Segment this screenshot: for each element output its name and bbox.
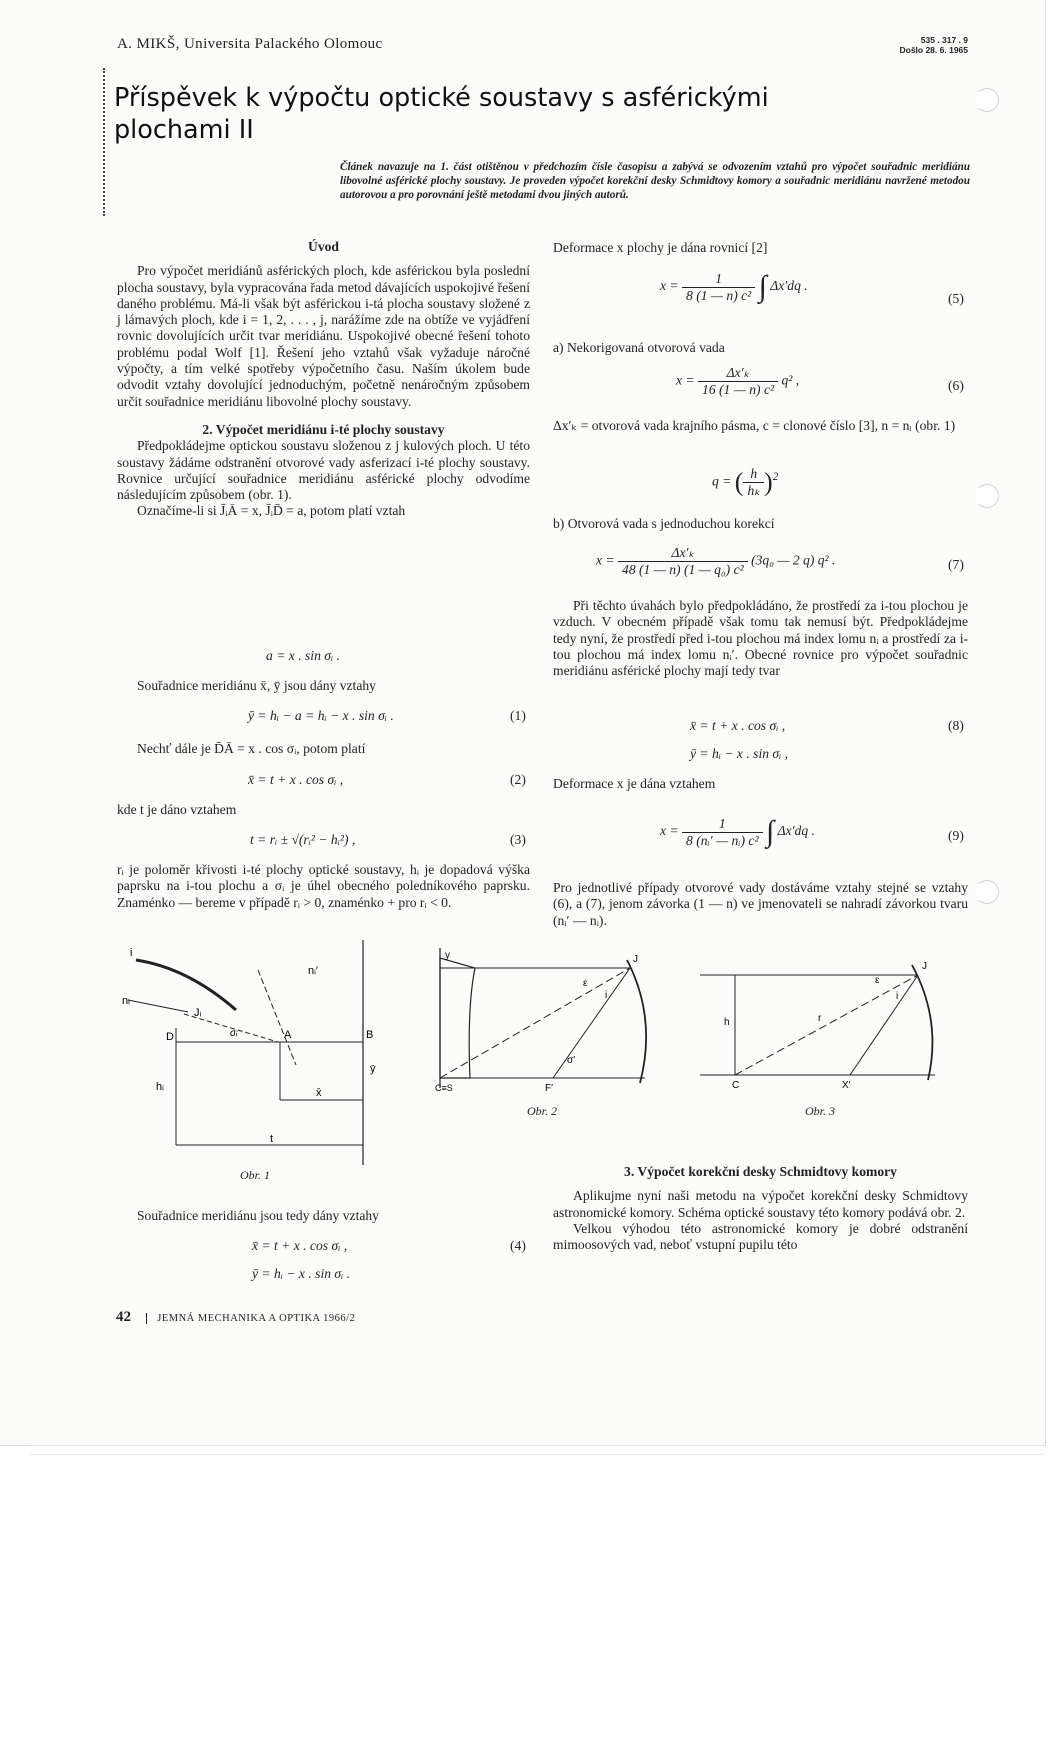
- equation-8b: ȳ = hᵢ − x . sin σᵢ ,: [690, 746, 789, 761]
- fig1-label-xbar: x̄: [316, 1087, 322, 1099]
- figure-3-caption: Obr. 3: [805, 1104, 836, 1118]
- equation-5: x = $\frac{1}{\text{8 (1 — n) c²}}$ ∫ Δx′dq .: [660, 270, 808, 303]
- figure-3: [690, 955, 960, 1090]
- punch-hole: [975, 484, 999, 508]
- journal-name: JEMNÁ MECHANIKA A OPTIKA 1966/2: [146, 1313, 355, 1324]
- fig1-label-hi: hᵢ: [156, 1081, 164, 1093]
- equation-7-number: (7): [948, 557, 964, 572]
- equation-5-number: (5): [948, 291, 964, 306]
- fig1-label-A: A: [284, 1029, 292, 1041]
- integral-sign: ∫: [758, 270, 767, 303]
- figure-2-caption: Obr. 2: [527, 1104, 558, 1118]
- page-footer: [116, 1309, 355, 1326]
- deformation-paragraph: Deformace x plochy je dána rovnicí [2]: [553, 240, 768, 255]
- equation-2-number: (2): [510, 772, 526, 787]
- equation-9-number: (9): [948, 828, 964, 843]
- punch-hole: [975, 88, 999, 112]
- page-edge: [30, 1445, 1045, 1455]
- fig2-label-eps: ε: [583, 978, 588, 989]
- ray-line: [128, 1000, 188, 1012]
- fig1-label-B: B: [366, 1029, 374, 1041]
- equation-6-number: (6): [948, 378, 964, 393]
- fig3-label-X: X′: [842, 1080, 851, 1090]
- spherical-mirror: [912, 965, 932, 1080]
- equation-a: a = x . sin σᵢ .: [266, 648, 340, 663]
- radius-line: [440, 968, 630, 1078]
- fig2-label-J: J: [633, 954, 638, 965]
- article-title: Příspěvek k výpočtu optické soustavy s asférickými plochami II: [114, 83, 769, 145]
- margin-dotted-rule: [103, 68, 105, 216]
- fig1-label-sigma: σᵢ: [230, 1028, 238, 1039]
- para-paragraph: Při těchto úvahách bylo předpokládáno, že prostředí za i-tou plochou je vzduch. V obecném případě však tomu tak nemusí být. Předpokládejme tedy nyní, že prostředí před i-tou plochou má index lomu nᵢ a prostředí za i-tou plochou má index lomu nᵢ′. Obecné rovnice pro výpočet souřadnic meridiánu asférické plochy mají tedy tvar: [553, 598, 968, 679]
- case-a-label: a) Nekorigovaná otvorová vada: [553, 340, 725, 355]
- ri-paragraph: rᵢ je poloměr křivosti i-té plochy optické soustavy, hᵢ je dopadová výška paprsku na i-tou plochu a σᵢ je úhel obecného poledníkového paprsku. Znaménko — bereme v případě rᵢ > 0, znaménko + pro rᵢ < 0.: [117, 862, 530, 910]
- intro-paragraph: Pro výpočet meridiánů asférických ploch, kde asférickou byla poslední plocha soustavy, byla vypracována řada metod dávajících uspokojivé řešení daného problému. Má-li však být asférickou i-tá plocha soustavy složené z j lámavých ploch, kde i = 1, 2, . . . , j, narážíme zde na obtíže ve vyjádření rovnic dovolujících určit tvar meridiánu. Uspokojivé obecné řešení tohoto problému podal Wolf [1]. Řešení jeho vztahů však vyžaduje náročné výpočty, a tím velké spotřeby výpočetního času. Naším úkolem bude odvodit vztahy dovolující jednoduchým, početně nenáročným způsobem určit souřadnice meridiánu libovolné plochy soustavy.: [117, 263, 530, 409]
- fig1-label-ybar: ȳ: [370, 1063, 376, 1075]
- fig1-label-ni-prime: nᵢ′: [308, 965, 318, 977]
- fig1-label-i: i: [130, 947, 133, 959]
- equation-1-number: (1): [510, 708, 526, 723]
- equation-4b: ȳ = hᵢ − x . sin σᵢ .: [252, 1266, 351, 1281]
- let-paragraph: Nechť dále je D̄Ā = x . cos σᵢ, potom platí: [137, 741, 366, 756]
- fig3-label-i: i: [896, 991, 899, 1002]
- equation-2: x̄ = t + x . cos σᵢ ,: [248, 772, 344, 787]
- fig2-label-F: F′: [545, 1083, 553, 1094]
- received-date: Došlo 28. 6. 1965: [899, 45, 968, 55]
- section3: [553, 1164, 968, 1253]
- fig1-label-t: t: [270, 1133, 274, 1145]
- equation-4-number: (4): [510, 1238, 526, 1253]
- integral-sign: ∫: [765, 815, 775, 848]
- fig2-label-y: y: [445, 950, 450, 961]
- section2-paragraph: Předpokládejme optickou soustavu složenou z j kulových ploch. U této soustavy žádáme odstranění otvorové vady asferizací i-té plochy soustavy. Rovnice určující souřadnice meridiánu asférické plochy odvodíme následujícím způsobem (obr. 1).: [117, 438, 530, 503]
- fig1-label-Ji: Jᵢ: [194, 1007, 202, 1019]
- section2-heading: 2. Výpočet meridiánu i-té plochy soustavy: [202, 421, 445, 437]
- figure-1: [118, 940, 408, 1170]
- section3-heading: 3. Výpočet korekční desky Schmidtovy komory: [624, 1164, 897, 1179]
- after-figure-paragraph: Souřadnice meridiánu jsou tedy dány vztahy: [137, 1208, 379, 1223]
- equation-q: q = ( $\frac{h}{\text{hₖ}}$ )$^2$: [712, 466, 779, 498]
- intro-heading: Úvod: [308, 239, 339, 254]
- equation-4a: x̄ = t + x . cos σᵢ ,: [252, 1238, 348, 1253]
- aspheric-surface-curve: [136, 960, 236, 1010]
- fig3-label-h: h: [724, 1017, 730, 1028]
- equation-7: x = $\frac{\text{Δx′ₖ}}{\text{48 (1 — n) (1 — q₀) c²}}$ (3q₀ — 2 q) q² .: [596, 545, 836, 577]
- reflected-ray: [553, 968, 630, 1078]
- fig1-label-ni: nᵢ: [122, 995, 130, 1007]
- fig2-label-sigma: σ′: [567, 1055, 576, 1066]
- abstract: Článek navazuje na 1. část otištěnou v předchozím čísle časopisu a zabývá se odvozením vztahů pro výpočet souřadnic meridiánu libovolné asférické plochy soustavy. Je proveden výpočet korekční desky Schmidtovy komory a souřadnic meridiánu navržené metodou autorovou a pro porovnání ještě metodami dvou jiných autorů.: [340, 161, 970, 201]
- section3-paragraph-2: Velkou výhodou této astronomické komory je dobré odstranění mimoosových vad, neboť vstupní pupilu této: [553, 1220, 968, 1253]
- corrector-plate: [440, 958, 475, 1078]
- page-number: 42: [116, 1309, 131, 1325]
- deformation2-paragraph: Deformace x je dána vztahem: [553, 776, 716, 791]
- equation-5-fraction: $\frac{1}{\text{8 (1 — n) c²}}$: [682, 271, 755, 304]
- equation-1: ȳ = hᵢ − a = hᵢ − x . sin σᵢ .: [248, 708, 394, 723]
- fig1-label-D: D: [166, 1031, 174, 1043]
- normal-line: [258, 970, 296, 1065]
- equation-3-number: (3): [510, 832, 526, 847]
- coords-paragraph: Souřadnice meridiánu x̄, ȳ jsou dány vztahy: [137, 678, 376, 693]
- equation-6: x = $\frac{\text{Δx′ₖ}}{\text{16 (1 — n) c²}}$ q² ,: [676, 365, 800, 397]
- figure-2: [405, 948, 655, 1098]
- fig2-label-i: i: [605, 990, 608, 1001]
- fig3-label-r: r: [818, 1013, 822, 1024]
- fig3-label-C: C: [732, 1080, 740, 1090]
- spherical-mirror: [627, 960, 646, 1083]
- equation-8a: x̄ = t + x . cos σᵢ ,: [690, 718, 786, 733]
- reflected-ray: [850, 975, 918, 1075]
- section3-paragraph-1: Aplikujme nyní naši metodu na výpočet korekční desky Schmidtovy astronomické komory. Schéma optické soustavy této komory podává obr. 2.: [553, 1188, 968, 1220]
- classification-code: [880, 35, 968, 55]
- author-line: A. MIKŠ, Universita Palackého Olomouc: [117, 36, 383, 52]
- left-column-intro: [117, 239, 530, 520]
- delta-paragraph: Δx′ₖ = otvorová vada krajního pásma, c = clonové číslo [3], n = nᵢ (obr. 1): [553, 418, 956, 433]
- denote-paragraph: Označíme-li si J̄ᵢĀ = x, J̄ᵢD̄ = a, potom platí vztah: [137, 503, 406, 519]
- cases-paragraph: Pro jednotlivé případy otvorové vady dostáváme vztahy stejné se vztahy (6), a (7), jenom závorka (1 — n) ve jmenovateli se nahradí závorkou tvaru (nᵢ′ — nᵢ).: [553, 880, 968, 928]
- where-t-paragraph: kde t je dáno vztahem: [117, 802, 237, 817]
- radius-line: [735, 975, 918, 1075]
- udc-code: 535 . 317 . 9: [920, 35, 968, 45]
- fig3-label-eps: ε: [875, 975, 880, 986]
- figure-1-caption: Obr. 1: [240, 1168, 271, 1182]
- fig3-label-J: J: [922, 961, 927, 972]
- equation-3: t = rᵢ ± √(rᵢ² − hᵢ²) ,: [250, 832, 356, 847]
- punch-hole: [975, 880, 999, 904]
- fig2-label-CS: C≡S: [435, 1083, 453, 1093]
- case-b-label: b) Otvorová vada s jednoduchou korekcí: [553, 516, 775, 531]
- equation-8-number: (8): [948, 718, 964, 733]
- equation-9: x = $\frac{1}{\text{8 (nᵢ′ — nᵢ) c²}}$ ∫ Δx′dq .: [660, 815, 815, 848]
